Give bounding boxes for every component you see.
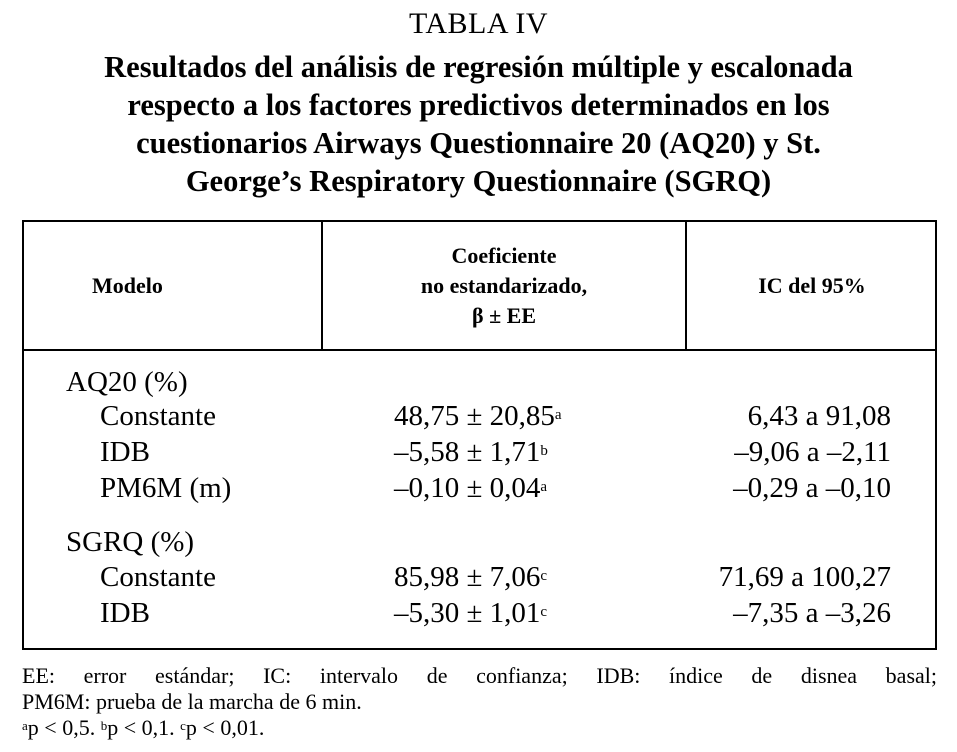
row-label: IDB <box>100 436 150 468</box>
title-line: respecto a los factores predictivos determinados en los <box>127 88 830 122</box>
group-label-aq20: AQ20 (%) <box>66 366 188 398</box>
header-model-label: Modelo <box>92 272 163 298</box>
table-title <box>0 48 957 200</box>
header-coef-line: no estandarizado, <box>420 272 588 298</box>
regression-table <box>22 220 937 650</box>
footnote-abbreviations-cont: PM6M: prueba de la marcha de 6 min. <box>22 689 362 714</box>
coefficient-value: –5,58 ± 1,71$^b$ <box>394 436 548 468</box>
row-label: IDB <box>100 597 150 629</box>
sig-text: p < 0,1. <box>107 715 175 740</box>
row-label: Constante <box>100 561 216 593</box>
sig-mark: a <box>22 718 28 733</box>
ci-value: –9,06 a –2,11 <box>734 436 891 468</box>
header-coef-line: β ± EE <box>471 302 536 328</box>
coefficient-value: 85,98 ± 7,06$^c$ <box>394 561 548 593</box>
header-divider <box>24 349 935 351</box>
sig-text: p < 0,01. <box>185 715 265 740</box>
table-label: TABLA IV <box>408 7 549 40</box>
title-line: George’s Respiratory Questionnaire (SGRQ) <box>185 164 772 198</box>
ci-value: –0,29 a –0,10 <box>733 472 891 504</box>
coefficient-value: 48,75 ± 20,85$^a$ <box>394 400 562 432</box>
ci-value: 71,69 a 100,27 <box>718 561 891 593</box>
header-ci-label: IC del 95% <box>758 272 866 298</box>
coefficient-value: –5,30 ± 1,01$^c$ <box>394 597 548 629</box>
sig-mark: c <box>180 718 186 733</box>
header-model <box>24 222 321 349</box>
header-coefficient <box>323 222 685 349</box>
row-label: PM6M (m) <box>100 472 232 504</box>
sig-text: p < 0,5. <box>27 715 96 740</box>
header-coef-line: Coeficiente <box>451 242 557 268</box>
ci-value: 6,43 a 91,08 <box>747 400 891 432</box>
header-ci <box>687 222 937 349</box>
title-line: cuestionarios Airways Questionnaire 20 (AQ20) y St. <box>136 126 821 160</box>
group-label-sgrq: SGRQ (%) <box>66 526 195 558</box>
footnote-abbreviations: EE: error estándar; IC: intervalo de confianza; IDB: índice de disnea basal; <box>22 663 937 688</box>
coefficient-value: –0,10 ± 0,04$^a$ <box>394 472 548 504</box>
sig-mark: b <box>100 718 108 733</box>
ci-value: –7,35 a –3,26 <box>733 597 891 629</box>
footnote-significance <box>22 716 937 740</box>
row-label: Constante <box>100 400 216 432</box>
title-line: Resultados del análisis de regresión múltiple y escalonada <box>104 50 853 84</box>
